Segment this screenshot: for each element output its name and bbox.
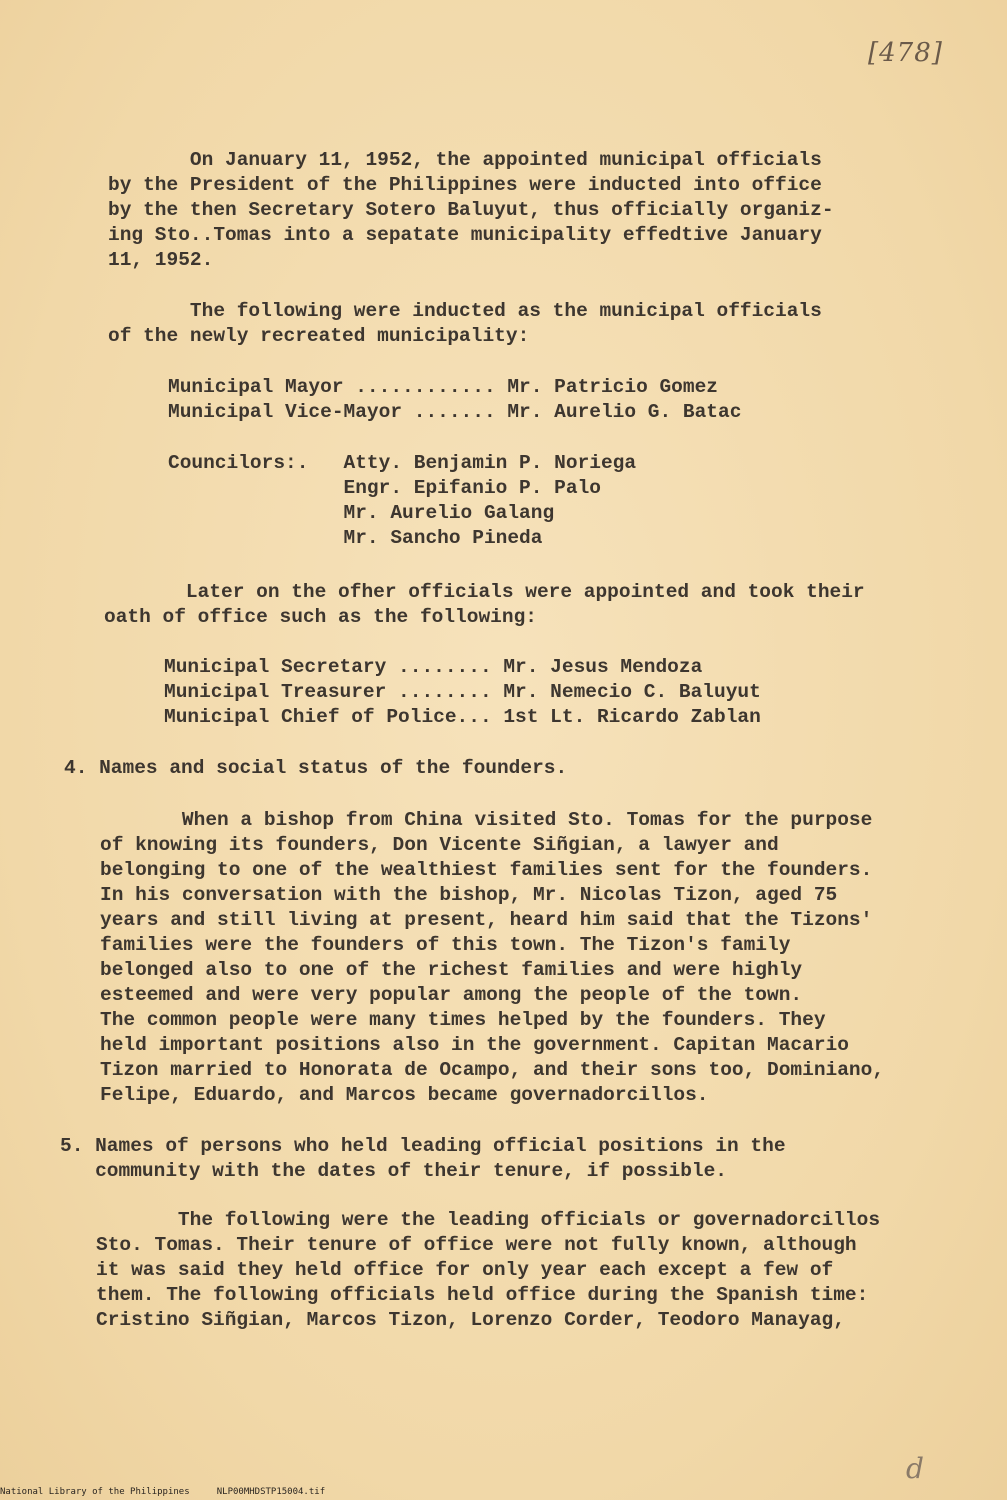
- text-line: oath of office such as the following:: [104, 606, 537, 628]
- text-line: Later on the ofher officials were appointed and took their: [104, 581, 865, 603]
- text-line: The following were the leading officials or governadorcillos: [96, 1209, 881, 1231]
- text-line: The common people were many times helped by the founders. They: [100, 1009, 826, 1031]
- page-number-annotation: [478]: [868, 38, 943, 68]
- text-line: them. The following officials held office during the Spanish time:: [96, 1284, 869, 1306]
- text-line: Mr. Aurelio Galang: [168, 502, 555, 524]
- paragraph-inducted-officials: [108, 299, 822, 349]
- text-line: by the then Secretary Sotero Baluyut, thus officially organiz-: [108, 199, 834, 221]
- scan-footer-label: National Library of the Philippines NLP00MHDSTP15004.tif: [0, 1487, 326, 1497]
- text-line: 5. Names of persons who held leading official positions in the: [60, 1135, 786, 1157]
- section-heading-officials: [60, 1134, 786, 1184]
- text-line: Tizon married to Honorata de Ocampo, and their sons too, Dominiano,: [100, 1059, 885, 1081]
- text-line: of the newly recreated municipality:: [108, 325, 530, 347]
- text-line: 11, 1952.: [108, 249, 214, 271]
- list-councilors: [168, 451, 636, 551]
- text-line: Municipal Vice-Mayor ....... Mr. Aurelio G. Batac: [168, 401, 742, 423]
- text-line: Municipal Mayor ............ Mr. Patricio Gomez: [168, 376, 718, 398]
- paragraph-inauguration: [108, 148, 834, 273]
- text-line: 4. Names and social status of the founders.: [64, 757, 568, 779]
- text-line: In his conversation with the bishop, Mr. Nicolas Tizon, aged 75: [100, 884, 838, 906]
- text-line: years and still living at present, heard him said that the Tizons': [100, 909, 873, 931]
- text-line: Engr. Epifanio P. Palo: [168, 477, 601, 499]
- text-line: families were the founders of this town. The Tizon's family: [100, 934, 791, 956]
- text-line: esteemed and were very popular among the people of the town.: [100, 984, 803, 1006]
- text-line: Municipal Secretary ........ Mr. Jesus Mendoza: [164, 656, 703, 678]
- text-line: Municipal Chief of Police... 1st Lt. Ricardo Zablan: [164, 706, 761, 728]
- paragraph-founders: [100, 808, 884, 1108]
- text-line: Councilors:. Atty. Benjamin P. Noriega: [168, 452, 637, 474]
- text-line: The following were inducted as the municipal officials: [108, 300, 822, 322]
- text-line: community with the dates of their tenure, if possible.: [60, 1160, 728, 1182]
- text-line: On January 11, 1952, the appointed municipal officials: [108, 149, 822, 171]
- text-line: ing Sto..Tomas into a sepatate municipality effedtive January: [108, 224, 822, 246]
- text-line: Sto. Tomas. Their tenure of office were not fully known, although: [96, 1234, 857, 1256]
- text-line: Mr. Sancho Pineda: [168, 527, 543, 549]
- paragraph-other-officials: [104, 580, 865, 630]
- list-mayor-vice-mayor: [168, 375, 741, 425]
- list-appointed-officials: [164, 655, 761, 730]
- text-line: belonging to one of the wealthiest families sent for the founders.: [100, 859, 873, 881]
- text-line: Cristino Siñgian, Marcos Tizon, Lorenzo Corder, Teodoro Manayag,: [96, 1309, 845, 1331]
- text-line: by the President of the Philippines were inducted into office: [108, 174, 822, 196]
- paragraph-governadorcillos: [96, 1208, 880, 1333]
- margin-handwritten-mark: d: [906, 1452, 924, 1485]
- text-line: belonged also to one of the richest families and were highly: [100, 959, 803, 981]
- text-line: Municipal Treasurer ........ Mr. Nemecio C. Baluyut: [164, 681, 761, 703]
- text-line: When a bishop from China visited Sto. Tomas for the purpose: [100, 809, 873, 831]
- text-line: held important positions also in the government. Capitan Macario: [100, 1034, 849, 1056]
- section-heading-founders: [64, 756, 567, 781]
- text-line: of knowing its founders, Don Vicente Siñgian, a lawyer and: [100, 834, 779, 856]
- text-line: it was said they held office for only year each except a few of: [96, 1259, 834, 1281]
- text-line: Felipe, Eduardo, and Marcos became governadorcillos.: [100, 1084, 709, 1106]
